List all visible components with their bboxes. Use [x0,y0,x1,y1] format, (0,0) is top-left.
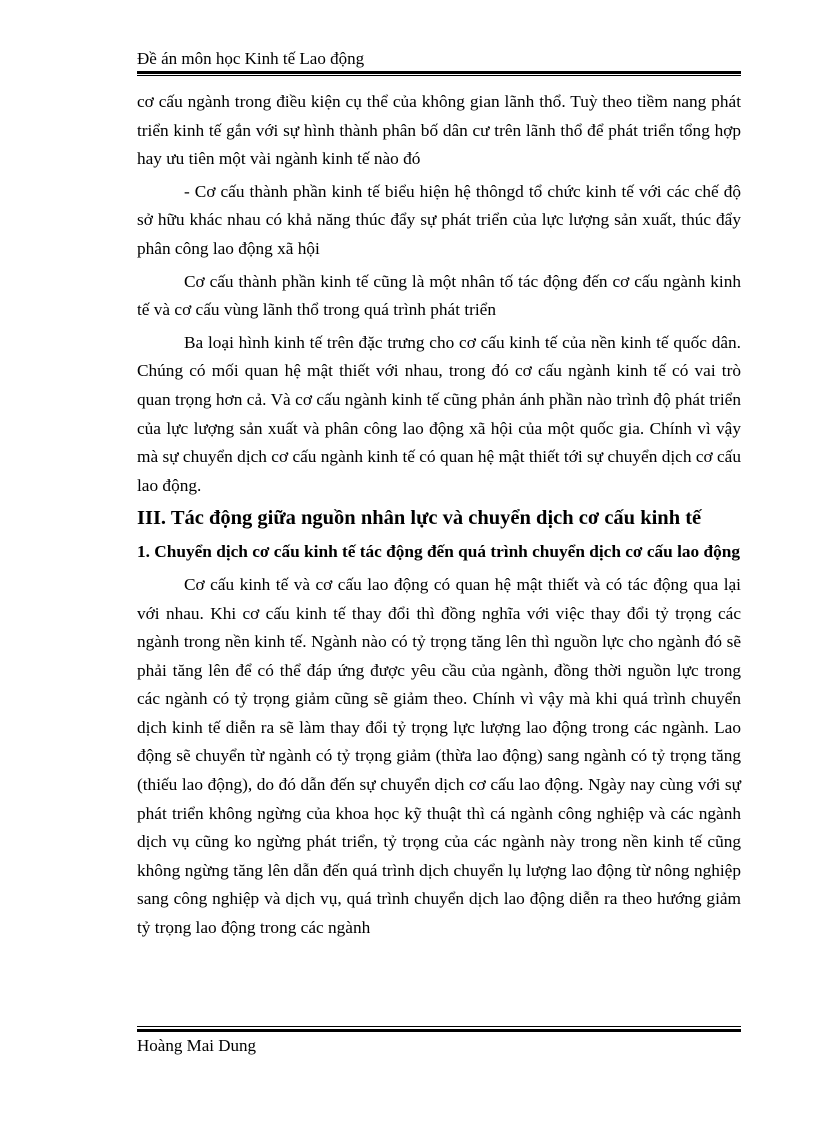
document-body [137,88,741,943]
paragraph-5: Cơ cấu kinh tế và cơ cấu lao động có quan hệ mật thiết và có tác động qua lại với nhau. Khi cơ cấu kinh tế thay đổi thì đồng nghĩa với việc thay đổi tỷ trọng các ngành trong nền kinh tế. Ngành nào có tỷ trọng tăng lên thì nguồn lực cho ngành đó sẽ phải tăng lên để có thể đáp ứng được yêu cầu của ngành, đồng thời nguồn lực trong các ngành có tỷ trọng giảm cũng sẽ giảm theo. Chính vì vậy mà khi quá trình chuyển dịch kinh tế diễn ra sẽ làm thay đổi tỷ trọng lực lượng lao động trong các ngành. Lao động sẽ chuyển từ ngành có tỷ trọng giảm (thừa lao động) sang ngành có tỷ trọng tăng (thiếu lao động), do đó dẫn đến sự chuyển dịch cơ cấu lao động. Ngày nay cùng với sự phát triển không ngừng của khoa học kỹ thuật thì cá ngành công nghiệp và các ngành dịch vụ cũng ko ngừng phát triển, tỷ trọng của các ngành này trong nền kinh tế cũng không ngừng tăng lên dẫn đến quá trình dịch chuyển lụ lượng lao động từ nông nghiệp sang công nghiệp và dịch vụ, quá trình chuyển dịch lao động diễn ra theo hướng giảm tỷ trọng lao động trong các ngành [137,574,741,938]
footer-author: Hoàng Mai Dung [137,1036,256,1055]
subsection-heading: 1. Chuyển dịch cơ cấu kinh tế tác động đến quá trình chuyển dịch cơ cấu lao động [137,542,740,562]
paragraph-4: Ba loại hình kinh tế trên đặc trưng cho cơ cấu kinh tế của nền kinh tế quốc dân. Chúng có mối quan hệ mật thiết với nhau, trong đó cơ cấu ngành kinh tế có vai trò quan trọng hơn cả. Và cơ cấu ngành kinh tế cũng phản ánh phần nào trình độ phát triển của lực lượng sản xuất và phân công lao động xã hội của một quốc gia. Chính vì vậy mà sự chuyển dịch cơ cấu ngành kinh tế có quan hệ mật thiết tới sự chuyển dịch cơ cấu lao động. [137,332,741,495]
header-rule [137,71,741,74]
header-rule-thin [137,75,741,76]
header-title: Đề án môn học Kinh tế Lao động [137,49,365,68]
footer-rule-thick [137,1029,741,1032]
paragraph-3: Cơ cấu thành phần kinh tế cũng là một nhân tố tác động đến cơ cấu ngành kinh tế và cơ cấu vùng lãnh thổ trong quá trình phát triển [137,271,741,320]
paragraph-2: - Cơ cấu thành phần kinh tế biểu hiện hệ thôngd tổ chức kinh tế với các chế độ sở hữu khác nhau có khả năng thúc đẩy sự phát triển của lực lượng sản xuất, thúc đẩy phân công lao động xã hội [137,181,741,258]
footer-rule [137,1026,741,1027]
paragraph-1: cơ cấu ngành trong điều kiện cụ thể của không gian lãnh thổ. Tuỳ theo tiềm nang phát triển kinh tế gắn với sự hình thành phân bố dân cư trên lãnh thổ để phát triển tổng hợp hay ưu tiên một vài ngành kinh tế nào đó [137,92,741,169]
section-heading: III. Tác động giữa nguồn nhân lực và chuyển dịch cơ cấu kinh tế [137,507,702,530]
page-header [137,48,741,72]
